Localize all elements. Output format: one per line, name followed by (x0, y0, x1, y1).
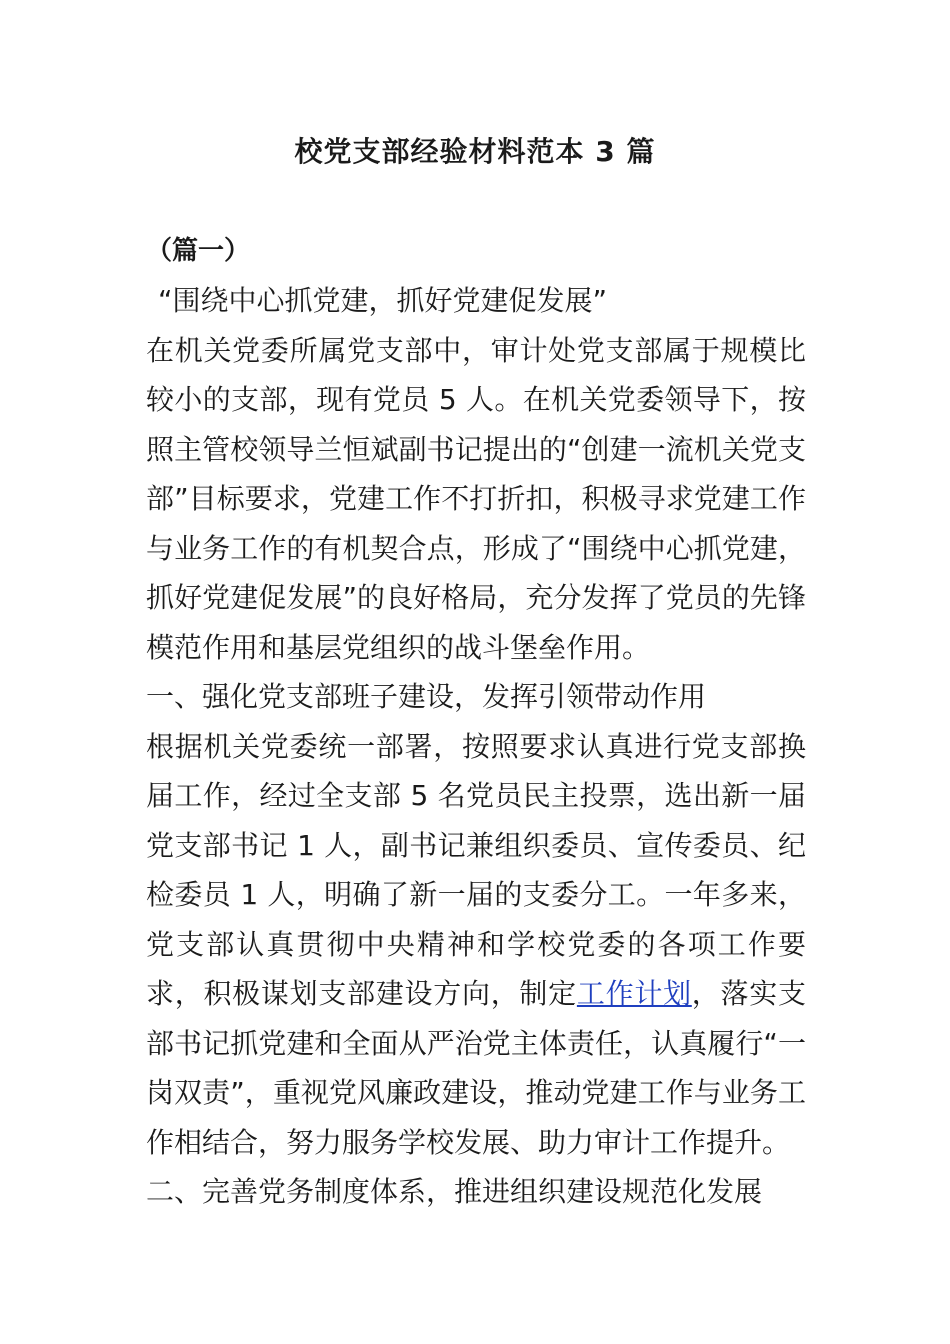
heading-section-1: 一、强化党支部班子建设，发挥引领带动作用 (146, 680, 707, 713)
paragraph-section-1-text-b: ，落实支部书记抓党建和全面从严治党主体责任，认真履行“一岗双责”，重视党风廉政建设，推动党建工作与业务工作相结合，努力服务学校发展、助力审计工作提升。 (146, 977, 806, 1159)
paragraph-intro: 在机关党委所属党支部中，审计处党支部属于规模比较小的支部，现有党员 5 人。在机关党委领导下，按照主管校领导兰恒斌副书记提出的“创建一流机关党支部”目标要求，党建工作不打折扣，积极寻求党建工作与业务工作的有机契合点，形成了“围绕中心抓党建，抓好党建促发展”的良好格局，充分发挥了党员的先锋模范作用和基层党组织的战斗堡垒作用。 (146, 333, 806, 664)
paragraph-section-1-text-a: 根据机关党委统一部署，按照要求认真进行党支部换届工作，经过全支部 5 名党员民主投票，选出新一届党支部书记 1 人，副书记兼组织委员、宣传委员、纪检委员 1 人，明确了新一届的支委分工。一年多来，党支部认真贯彻中央精神和学校党委的各项工作要求，积极谋划支部建设方向，制定 (146, 729, 806, 1010)
heading-section-2: 二、完善党务制度体系，推进组织建设规范化发展 (146, 1175, 763, 1208)
paragraph-section-1 (146, 722, 806, 1168)
section-label: （篇一） (146, 236, 251, 266)
work-plan-link[interactable]: 工作计划 (576, 977, 692, 1010)
subtitle: “围绕中心抓党建，抓好党建促发展” (158, 284, 608, 317)
document-title: 校党支部经验材料范本 3 篇 (294, 135, 656, 168)
document-body (146, 276, 806, 1217)
